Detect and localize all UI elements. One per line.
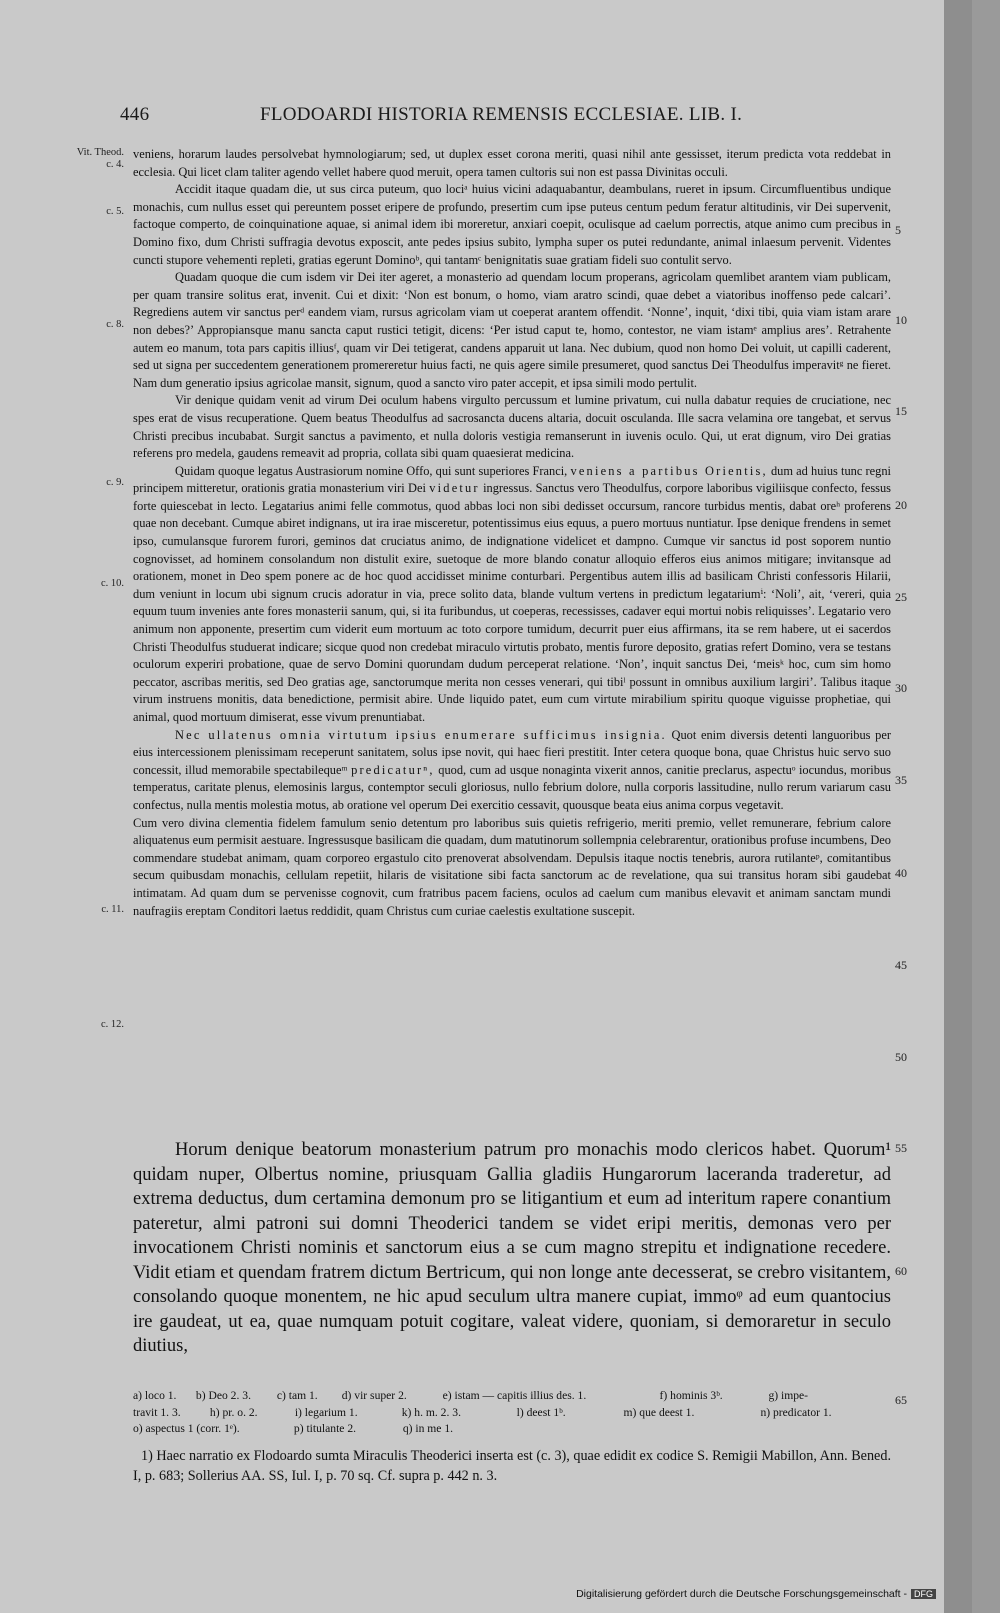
apparatus-note: e) istam — capitis illius des. 1. [442, 1389, 587, 1402]
apparatus-note: l) deest 1ᵇ. [516, 1405, 566, 1419]
spaced-text: videtur [429, 481, 480, 496]
line-number: 25 [895, 590, 907, 604]
line-number: 45 [895, 958, 907, 972]
apparatus-note: travit 1. 3. [133, 1405, 181, 1419]
flodoard-text [133, 1138, 891, 1359]
line-number: 35 [895, 773, 907, 787]
scan-edge [944, 0, 972, 1613]
apparatus-note: c) tam 1. [276, 1389, 318, 1402]
main-text [133, 146, 891, 920]
paragraph [133, 727, 891, 815]
text-run: Quidam quoque legatus Austrasiorum nomine Offo, qui sunt superiores Franci, [175, 463, 568, 478]
margin-chapter-4: c. 4. [106, 159, 124, 170]
page-number: 446 [120, 104, 150, 125]
spaced-text: veniens a partibus Orientis, [570, 463, 768, 478]
apparatus-note: k) h. m. 2. 3. [401, 1405, 461, 1419]
line-number: 5 [895, 223, 901, 237]
dfg-logo: DFG [911, 1589, 936, 1599]
line-number: 40 [895, 866, 907, 880]
line-number: 20 [895, 498, 907, 512]
line-number: 55 [895, 1141, 907, 1155]
paragraph: Accidit itaque quadam die, ut sus circa puteum, quo lociᵃ huius vicini adaquabantur, deambulans, rueret in ipsum. Circumfluentibus undique monachis, cum nullus esset qui pereuntem posset eripere de profundo, presertim cum ipse puteus centum pedum feratur altitudinis, vir Dei supervenit, factoque comperto, de coinquinatione aquae, si animal idem ibi moreretur, anxiari coepit, oculisque ad caelum porrectis, atque animo cum precibus in Domino fixo, dum Christi suffragia devotus exposcit, ante pedes ipsius subito, lympha super os putei redundante, animal inlaesum pervenit. Videntes cuncti stupore vehementi repleti, gratias egerunt Dominoᵇ, qui tantamᶜ benignitatis suae gratiam fideli suo contulit servo. [133, 182, 891, 267]
apparatus-note: n) predicator 1. [760, 1405, 832, 1419]
apparatus-note: i) legarium 1. [294, 1405, 358, 1419]
paragraph: veniens, horarum laudes persolvebat hymnologiarum; sed, ut duplex esset corona meriti, quasi nihil ante gessisset, iterum predicta vota reddebat in ecclesia. Qui licet clam taliter agendo vellet habere quod meruit, opera tamen cultoris sui non est passa Divinitas occuli. [133, 147, 891, 179]
footnote [133, 1446, 891, 1486]
margin-chapter-9: c. 9. [106, 477, 124, 488]
digitization-credit [576, 1588, 936, 1600]
text-run: dum ad huius tunc regni principem mitteretur, orationis gratia monasterium viri Dei [133, 463, 891, 496]
critical-apparatus [133, 1388, 891, 1438]
apparatus-note: q) in me 1. [402, 1422, 454, 1435]
apparatus-note: a) loco 1. [133, 1389, 177, 1402]
line-number: 10 [895, 313, 907, 327]
paragraph: Vir denique quidam venit ad virum Dei oculum habens virgulto percussum et lumine privatum, cui nulla dabatur requies de cruciatione, nec spes erat de visus recuperatione. Quem beatus Theodulfus ad sacrosancta ducens altaria, docuit osculanda. Ille sacra velamina ore tangebat, et servus Christi precibus incubabat. Surgit sanctus a pavimento, et nulla doloris vestigia remanserunt in iuvenis oculo. Qui, ut erat dignum, viro Dei gratias referens pro medela, gaudens remeavit ad propria, collata sibi quam quaesierat medicina. [133, 393, 891, 461]
apparatus-note: g) impe- [768, 1389, 809, 1402]
running-title: FLODOARDI HISTORIA REMENSIS ECCLESIAE. LIB. I. [260, 104, 743, 125]
line-number: 15 [895, 404, 907, 418]
text-run: quod, cum ad usque nonaginta vixerit annos, canitie preclarus, aspectuᵒ iocundus, moribus temperatus, caritate plenus, elemosinis largus, contemptor seculi gloriosus, nullo febrium dolore, nulla corporis lassitudine, nullo rerum variarum casu confectus, nulla mentis molestia motus, ab oratione vel operum Dei exercitio cessavit, quousque beata eius anima corpus vegetavit. [133, 762, 891, 812]
line-number: 65 [895, 1393, 907, 1407]
footnote-text: 1) Haec narratio ex Flodoardo sumta Miraculis Theoderici inserta est (c. 3), quae edidit ex codice S. Remigii Mabillon, Ann. Bened. I, p. 683; Sollerius AA. SS, Iul. I, p. 70 sq. Cf. supra p. 442 n. 3. [133, 1448, 891, 1484]
credit-text: Digitalisierung gefördert durch die Deutsche Forschungsgemeinschaft - [576, 1588, 907, 1600]
spaced-text: Nec ullatenus omnia virtutum ipsius enumerare sufficimus insignia. [175, 727, 667, 742]
line-number: 50 [895, 1050, 907, 1064]
spaced-text: predicaturⁿ, [351, 762, 435, 777]
margin-source: Vit. Theod. [76, 147, 124, 158]
margin-chapter-10: c. 10. [100, 578, 124, 589]
apparatus-note: b) Deo 2. 3. [195, 1389, 251, 1402]
apparatus-note: m) que deest 1. [623, 1405, 695, 1419]
paragraph: Quadam quoque die cum isdem vir Dei iter ageret, a monasterio ad quendam locum properans, agricolam quemlibet arantem viam publicam, per quam transire solitus erat, invenit. Cui et dixit: ‘Non est bonum, o homo, viam aratro scindi, quae debet a viatoribus inoffenso pede calcari’. Regrediens autem vir sanctus perᵈ eandem viam, rursus agricolam viam ut coeperat arantem offendit. ‘Nonne’, inquit, ‘dixi tibi, quia viam istam arare non debes?’ Appropiansque manu sancta caput rustici tetigit, dicens: ‘Per istud caput te, homo, contestor, ne viam istamᵉ amplius ares’. Retrahente autem eo manum, tota pars capitis illiusᶠ, quam vir Dei tetigerat, candens apparuit ut lana. Nec dubium, quod non homo Dei voluit, ut capilli caderent, sed ut signa per succedentem generationem promereretur huius facti, ne quis agere simile presumeret, quod sanctus Dei Theodulfus imperavitᵍ ne fieret. Nam dum generatio ipsius agricolae mansit, signum, quod a sancto viro pater accepit, et ipsa simili modo pertulit. [133, 270, 891, 390]
apparatus-note: d) vir super 2. [341, 1389, 407, 1402]
apparatus-row [133, 1388, 891, 1405]
margin-chapter-11: c. 11. [101, 904, 124, 915]
line-number: 60 [895, 1264, 907, 1278]
line-number: 30 [895, 681, 907, 695]
margin-chapter-5: c. 5. [106, 206, 124, 217]
paragraph: Horum denique beatorum monasterium patrum pro monachis modo clericos habet. Quorum¹ quidam nuper, Olbertus nomine, priusquam Gallia gladiis Hungarorum laceranda traderetur, ad extrema deductus, dum certamina demonum pro se litigantium et eum ad interitum rapere conantium pateretur, almi patroni sui domni Theoderici tandem se videt eripi meritis, demonas vero per invocationem Christi nominis et sanctorum eius a se cum magno strepitu et indignatione recedere. Vidit etiam et quendam fratrem dictum Bertricum, qui non longe ante decesserat, se crebro visitantem, consolando quoque monentem, ne hic apud seculum ultra manere cupiat, immoᵠ ad eum quantocius ire gaudeat, ut ea, quae numquam potuit cogitare, valeat videre, quoniam, si demoraretur in seculo diutius, [133, 1140, 891, 1356]
margin-chapter-12: c. 12. [100, 1019, 124, 1030]
apparatus-row [133, 1405, 891, 1422]
apparatus-note: p) titulante 2. [293, 1422, 357, 1435]
text-run: ingressus. Sanctus vero Theodulfus, corpore laboribus vigiliisque confecto, fessus forte quiescebat in lecto. Legatarius animi felle commotus, quod abbas loci non sibi dedisset occursum, rancore turbidus mentis, dabat oreʰ proferens quae non decebant. Cumque abiret indignans, ut ira irae misceretur, potentissimus eius equus, a puero mortuus nuntiatur. Ipse denique frendens in semet ipso, cumulansque furorem furori, geminos dat cruciatus animo, de indignatione videlicet et dampno. Cumque vir sanctus id post soporem nuntio cognovisset, ad hominem consolandum non distulit exire, suetoque de more blando conatur alloquio efferos eius animos mitigare; invitansque ad orationem, monet in Deo spem ponere ac de hoc quod accidisset minime conturbari. Pergentibus autem illis ad basilicam Christi confessoris Hilarii, dum veniunt in locum ubi signum crucis adoratur in via, prece solito data, blande vultum vertens in predictum legatariumⁱ: ‘Noli’, ait, ‘vereri, quia equum tuum invenies ante fores monasterii sanum, qui, si ita furibundus, ut coeperas, recessisses, cadaver equi mortui nobis reliquisses’. Legatario vero animum non apponente, presertim cum viderit eum mortuum ac toto corpore tumidum, decurrit puer eius affirmans, ita se rem habere, ut ei sacerdos Christi Theodulfus studuerat indicare; sicque quod non credebat miraculo virtutis probato, mentis furore deposito, gratias refert Domino, vera se testans oculorum experiri probatione, quae de servo Domini quorundam dudum perceperat relatione. ‘Non’, inquit sanctus Dei, ‘meisᵏ hoc, cum sim homo peccator, ascribas meritis, sed Deo gratias age, sanctorumque merita non cesses venerari, qui tibiˡ possunt in omnibus auxilium largiri’. Talibus itaque virum instruens monitis, data benedictione, permisit abire. Unde liquido patet, eum cum virtute mirabilium spiritu quoque viguisse prophetiae, qui animal, quod mortuum dimiserat, esse vivum prenuntiabat. [133, 481, 891, 724]
apparatus-note: f) hominis 3ᵇ. [659, 1389, 723, 1402]
apparatus-row [133, 1421, 891, 1438]
apparatus-note: h) pr. o. 2. [209, 1405, 258, 1419]
paragraph [133, 463, 891, 727]
margin-chapter-8: c. 8. [106, 319, 124, 330]
paragraph: Cum vero divina clementia fidelem famulum senio detentum pro laboribus suis quietis refrigerio, meriti premio, vellet remunerare, febrium calore aliquatenus eum permisit aestuare. Ingressusque basilicam die quadam, dum matutinorum sollempnia celebrarentur, orationibus profuse incumbens, Deo commendare studebat animam, quam corporeo ergastulo cito prenoverat absolvendam. Depulsis itaque noctis tenebris, aurora rutilanteᵖ, comitantibus secum quibusdam monachis, cellulam repetiit, hilaris de visitatione sibi facta sanctorum ac de revelatione, qua sui transitus horam sibi gaudebat intimatam. Ad quam dum se pervenisse cognovit, cum fratribus pacem faciens, oculos ad caelum cum manibus elevavit et animam sanctam mundi naufragiis ereptam Conditori laetus reddidit, quam Christus cum curiae caelestis exultatione suscepit. [133, 815, 891, 918]
text-run: Quot enim diversis detenti languoribus per eius intercessionem plenissimam receperunt sanitatem, solus ipse novit, qui haec fieri prestitit. Inter cetera quoque bona, quae Christus huic servo suo concessit, illud memorabile spectabilequeᵐ [133, 727, 891, 777]
apparatus-note: o) aspectus 1 (corr. 1ᵉ). [133, 1422, 240, 1435]
